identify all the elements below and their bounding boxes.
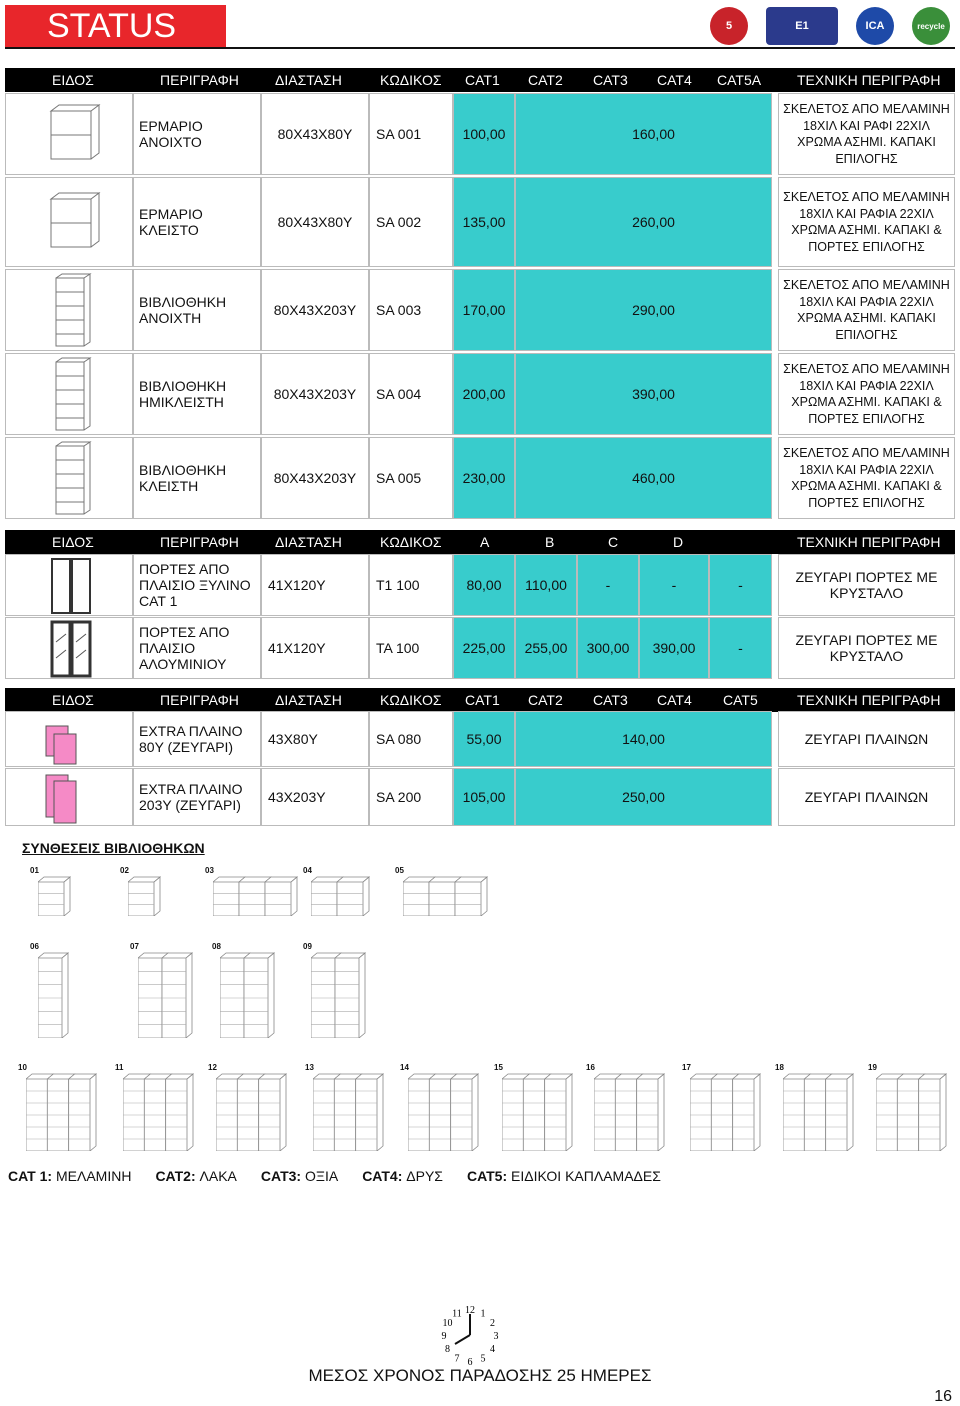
price-cat2-5: 140,00 <box>515 711 772 767</box>
tech-line: ΠΟΡΤΕΣ ΕΠΙΛΟΓΗΣ <box>808 411 925 426</box>
composition-number: 14 <box>400 1063 409 1072</box>
product-description <box>133 177 261 267</box>
composition-number: 04 <box>303 866 312 875</box>
description-line: 203Υ (ΖΕΥΓΑΡΙ) <box>139 797 241 813</box>
composition-drawing <box>594 1073 666 1156</box>
col-description: ΠΕΡΙΓΡΑΦΗ <box>160 72 239 88</box>
col-cat3: CAT3 <box>593 72 628 88</box>
tech-line: ΧΡΩΜΑ ΑΣΗΜΙ. ΚΑΠΑΚΙ & <box>791 395 942 409</box>
tech-line: ΖΕΥΓΑΡΙ ΠΟΡΤΕΣ ΜΕ <box>795 632 938 648</box>
product-image <box>5 177 133 267</box>
table-header-panels <box>5 688 955 712</box>
tech-line: ΧΡΩΜΑ ΑΣΗΜΙ. ΚΑΠΑΚΙ <box>797 311 936 325</box>
legend-item: CAT 1: ΜΕΛΑΜΙΝΗ <box>8 1168 132 1184</box>
col-code: ΚΩΔΙΚΟΣ <box>380 534 442 550</box>
description-line: ΕΡΜΑΡΙΟ <box>139 206 203 222</box>
e1-logo: E1 <box>766 7 838 45</box>
price-cat2-5: 290,00 <box>515 269 772 351</box>
door-image <box>5 554 133 616</box>
description-line: ΗΜΙΚΛΕΙΣΤΗ <box>139 394 224 410</box>
description-line: ΒΙΒΛΙΟΘΗΚΗ <box>139 294 227 310</box>
legend-item: CAT4: ΔΡΥΣ <box>362 1168 443 1184</box>
description-line: 80Υ (ΖΕΥΓΑΡΙ) <box>139 739 234 755</box>
dimension-cell: 80Χ43Χ203Υ <box>261 269 369 351</box>
col-cat5: CAT5 <box>723 692 758 708</box>
product-image <box>5 269 133 351</box>
code-cell: SA 200 <box>369 768 453 826</box>
price-cat2-5: 390,00 <box>515 353 772 435</box>
code-cell: SA 003 <box>369 269 453 351</box>
composition-drawing <box>408 1073 480 1156</box>
col-code: ΚΩΔΙΚΟΣ <box>380 72 442 88</box>
composition-drawing <box>26 1073 98 1156</box>
composition-drawing <box>138 952 194 1043</box>
composition-drawing <box>311 876 371 921</box>
dimension-cell: 80Χ43Χ80Υ <box>261 177 369 267</box>
category-legend <box>8 1168 661 1184</box>
price-cat2-5: 160,00 <box>515 93 772 175</box>
legend-item: CAT3: ΟΞΙΑ <box>260 1168 339 1184</box>
clock-number: 4 <box>490 1344 496 1355</box>
door-description <box>133 617 261 679</box>
composition-number: 15 <box>494 1063 503 1072</box>
clock-number: 9 <box>441 1331 447 1342</box>
tech-line: ΚΡΥΣΤΑΛΟ <box>829 648 904 664</box>
tech-line: ΚΡΥΣΤΑΛΟ <box>829 585 904 601</box>
col-tech: ΤΕΧΝΙΚΗ ΠΕΡΙΓΡΑΦΗ <box>797 72 941 88</box>
col-tech: ΤΕΧΝΙΚΗ ΠΕΡΙΓΡΑΦΗ <box>797 534 941 550</box>
composition-drawing <box>123 1073 195 1156</box>
price-a: 225,00 <box>453 617 515 679</box>
tech-line: ΣΚΕΛΕΤΟΣ ΑΠΟ ΜΕΛΑΜΙΝΗ <box>783 362 950 376</box>
col-a: A <box>480 534 490 550</box>
clock-number: 12 <box>465 1305 475 1316</box>
composition-number: 16 <box>586 1063 595 1072</box>
col-cat1: CAT1 <box>465 72 500 88</box>
product-description <box>133 269 261 351</box>
col-type: ΕΙΔΟΣ <box>52 72 94 88</box>
col-cat4: CAT4 <box>657 72 692 88</box>
technical-description <box>778 353 955 435</box>
clock-number: 1 <box>480 1308 486 1320</box>
dimension-cell: 43Χ80Υ <box>261 711 369 767</box>
price-a: 80,00 <box>453 554 515 616</box>
composition-number: 03 <box>205 866 214 875</box>
col-c: C <box>608 534 619 550</box>
description-line: ΚΛΕΙΣΤΗ <box>139 478 199 494</box>
tech-line: 18ΧΙΛ ΚΑΙ ΡΑΦΙ 22ΧΙΛ <box>803 118 930 133</box>
recycle-icon: recycle <box>912 7 950 45</box>
col-dimension: ΔΙΑΣΤΑΣΗ <box>275 692 342 708</box>
col-code: ΚΩΔΙΚΟΣ <box>380 692 442 708</box>
col-b: B <box>545 534 555 550</box>
description-line: ΑΛΟΥΜΙΝΙΟΥ <box>139 656 227 672</box>
price-c: 300,00 <box>577 617 639 679</box>
composition-drawing <box>783 1073 855 1156</box>
guarantee-5-logo: 5 <box>710 7 748 45</box>
tech-line: ΕΠΙΛΟΓΗΣ <box>835 327 898 342</box>
composition-number: 19 <box>868 1063 877 1072</box>
tech-line: ΣΚΕΛΕΤΟΣ ΑΠΟ ΜΕΛΑΜΙΝΗ <box>783 190 950 204</box>
technical-description <box>778 617 955 679</box>
tech-line: ΧΡΩΜΑ ΑΣΗΜΙ. ΚΑΠΑΚΙ & <box>791 479 942 493</box>
composition-number: 11 <box>115 1063 124 1072</box>
delivery-time: ΜΕΣΟΣ ΧΡΟΝΟΣ ΠΑΡΑΔΟΣΗΣ 25 ΗΜΕΡΕΣ <box>308 1366 652 1385</box>
composition-drawing <box>38 876 72 921</box>
price-cat2-5: 460,00 <box>515 437 772 519</box>
col-cat2: CAT2 <box>528 72 563 88</box>
compositions-title: ΣΥΝΘΕΣΕΙΣ ΒΙΒΛΙΟΘΗΚΩΝ <box>22 840 205 856</box>
description-line: ΒΙΒΛΙΟΘΗΚΗ <box>139 378 227 394</box>
composition-number: 05 <box>395 866 404 875</box>
composition-drawing <box>311 952 367 1043</box>
price-e: - <box>709 554 772 616</box>
composition-number: 08 <box>212 942 221 951</box>
technical-description <box>778 93 955 175</box>
status-banner: STATUS <box>5 5 226 47</box>
description-line: CAT 1 <box>139 593 178 609</box>
price-cat1: 200,00 <box>453 353 515 435</box>
description-line: ΠΛΑΙΣΙΟ ΞΥΛΙΝΟ <box>139 577 251 593</box>
price-b: 110,00 <box>515 554 577 616</box>
description-line: ΚΛΕΙΣΤΟ <box>139 222 199 238</box>
dimension-cell: 43Χ203Υ <box>261 768 369 826</box>
product-image <box>5 353 133 435</box>
price-cat1: 170,00 <box>453 269 515 351</box>
composition-drawing <box>690 1073 762 1156</box>
code-cell: T1 100 <box>369 554 453 616</box>
composition-drawing <box>313 1073 385 1156</box>
col-cat5a: CAT5A <box>717 72 762 88</box>
tech-line: ΣΚΕΛΕΤΟΣ ΑΠΟ ΜΕΛΑΜΙΝΗ <box>783 102 950 116</box>
panel-description <box>133 768 261 826</box>
composition-drawing <box>213 876 299 921</box>
description-line: EXTRA ΠΛΑΙΝΟ <box>139 723 243 739</box>
technical-description: ΖΕΥΓΑΡΙ ΠΛΑΙΝΩΝ <box>778 768 955 826</box>
price-b: 255,00 <box>515 617 577 679</box>
tech-line: ΧΡΩΜΑ ΑΣΗΜΙ. ΚΑΠΑΚΙ & <box>791 223 942 237</box>
code-cell: SA 001 <box>369 93 453 175</box>
product-image <box>5 93 133 175</box>
col-dimension: ΔΙΑΣΤΑΣΗ <box>275 534 342 550</box>
door-description <box>133 554 261 616</box>
clock-number: 10 <box>442 1318 453 1329</box>
col-cat3: CAT3 <box>593 692 628 708</box>
composition-number: 07 <box>130 942 139 951</box>
col-type: ΕΙΔΟΣ <box>52 692 94 708</box>
panel-description <box>133 711 261 767</box>
code-cell: SA 080 <box>369 711 453 767</box>
price-dd: - <box>639 554 709 616</box>
price-cat2-5: 250,00 <box>515 768 772 826</box>
composition-number: 18 <box>775 1063 784 1072</box>
panel-image <box>5 711 133 767</box>
tech-line: 18ΧΙΛ ΚΑΙ ΡΑΦΙΑ 22ΧΙΛ <box>799 294 934 309</box>
composition-number: 01 <box>30 866 39 875</box>
price-e: - <box>709 617 772 679</box>
tech-line: 18ΧΙΛ ΚΑΙ ΡΑΦΙΑ 22ΧΙΛ <box>799 462 934 477</box>
composition-drawing <box>128 876 162 921</box>
product-image <box>5 437 133 519</box>
clock-number: 8 <box>444 1344 450 1355</box>
price-cat1: 100,00 <box>453 93 515 175</box>
legend-item: CAT5: ΕΙΔΙΚΟΙ ΚΑΠΛΑΜΑΔΕΣ <box>466 1168 661 1184</box>
col-type: ΕΙΔΟΣ <box>52 534 94 550</box>
code-cell: SA 005 <box>369 437 453 519</box>
description-line: ΑΝΟΙΧΤΟ <box>139 134 202 150</box>
col-cat1: CAT1 <box>465 692 500 708</box>
door-image <box>5 617 133 679</box>
price-cat1: 55,00 <box>453 711 515 767</box>
composition-drawing <box>876 1073 948 1156</box>
tech-line: ΖΕΥΓΑΡΙ ΠΟΡΤΕΣ ΜΕ <box>795 569 938 585</box>
composition-number: 13 <box>305 1063 314 1072</box>
tech-line: ΣΚΕΛΕΤΟΣ ΑΠΟ ΜΕΛΑΜΙΝΗ <box>783 278 950 292</box>
composition-drawing <box>502 1073 574 1156</box>
certification-logos <box>710 4 950 48</box>
composition-drawing <box>38 952 70 1043</box>
col-dimension: ΔΙΑΣΤΑΣΗ <box>275 72 342 88</box>
col-cat2: CAT2 <box>528 692 563 708</box>
col-cat4: CAT4 <box>657 692 692 708</box>
clock-number: 5 <box>480 1353 486 1365</box>
ica-logo: ICA <box>856 7 894 45</box>
composition-number: 12 <box>208 1063 217 1072</box>
composition-number: 10 <box>18 1063 27 1072</box>
legend-item: CAT2: ΛΑΚΑ <box>155 1168 237 1184</box>
dimension-cell: 80Χ43Χ203Υ <box>261 353 369 435</box>
dimension-cell: 80Χ43Χ80Υ <box>261 93 369 175</box>
composition-drawing <box>403 876 489 921</box>
tech-line: ΠΟΡΤΕΣ ΕΠΙΛΟΓΗΣ <box>808 495 925 510</box>
tech-line: 18ΧΙΛ ΚΑΙ ΡΑΦΙΑ 22ΧΙΛ <box>799 378 934 393</box>
description-line: ΠΟΡΤΕΣ ΑΠΟ <box>139 561 230 577</box>
tech-line: ΠΟΡΤΕΣ ΕΠΙΛΟΓΗΣ <box>808 239 925 254</box>
description-line: ΒΙΒΛΙΟΘΗΚΗ <box>139 462 227 478</box>
panel-image <box>5 768 133 826</box>
composition-number: 09 <box>303 942 312 951</box>
description-line: ΑΝΟΙΧΤΗ <box>139 310 202 326</box>
dimension-cell: 41Χ120Υ <box>261 617 369 679</box>
clock-number: 7 <box>454 1353 460 1365</box>
tech-line: ΕΠΙΛΟΓΗΣ <box>835 151 898 166</box>
composition-number: 02 <box>120 866 129 875</box>
technical-description <box>778 269 955 351</box>
clock-number: 6 <box>467 1357 473 1368</box>
clock-number: 11 <box>452 1308 462 1320</box>
composition-number: 17 <box>682 1063 691 1072</box>
composition-drawing <box>220 952 276 1043</box>
technical-description: ΖΕΥΓΑΡΙ ΠΛΑΙΝΩΝ <box>778 711 955 767</box>
composition-drawing <box>216 1073 288 1156</box>
price-dd: 390,00 <box>639 617 709 679</box>
dimension-cell: 41Χ120Υ <box>261 554 369 616</box>
table-header-products <box>5 68 955 92</box>
product-description <box>133 353 261 435</box>
price-cat1: 105,00 <box>453 768 515 826</box>
table-header-doors <box>5 530 955 554</box>
price-cat1: 135,00 <box>453 177 515 267</box>
description-line: EXTRA ΠΛΑΙΝΟ <box>139 781 243 797</box>
description-line: ΠΛΑΙΣΙΟ <box>139 640 196 656</box>
dimension-cell: 80Χ43Χ203Υ <box>261 437 369 519</box>
clock-number: 2 <box>490 1318 496 1329</box>
tech-line: ΧΡΩΜΑ ΑΣΗΜΙ. ΚΑΠΑΚΙ <box>797 135 936 149</box>
col-d: D <box>673 534 684 550</box>
col-description: ΠΕΡΙΓΡΑΦΗ <box>160 534 239 550</box>
price-c: - <box>577 554 639 616</box>
description-line: ΕΡΜΑΡΙΟ <box>139 118 203 134</box>
technical-description <box>778 554 955 616</box>
page-number: 16 <box>934 1388 952 1405</box>
tech-line: 18ΧΙΛ ΚΑΙ ΡΑΦΙΑ 22ΧΙΛ <box>799 206 934 221</box>
composition-number: 06 <box>30 942 39 951</box>
col-tech: ΤΕΧΝΙΚΗ ΠΕΡΙΓΡΑΦΗ <box>797 692 941 708</box>
technical-description <box>778 177 955 267</box>
description-line: ΠΟΡΤΕΣ ΑΠΟ <box>139 624 230 640</box>
technical-description <box>778 437 955 519</box>
col-description: ΠΕΡΙΓΡΑΦΗ <box>160 692 239 708</box>
product-description <box>133 93 261 175</box>
code-cell: SA 004 <box>369 353 453 435</box>
product-description <box>133 437 261 519</box>
price-cat1: 230,00 <box>453 437 515 519</box>
clock-icon <box>435 1300 505 1370</box>
price-cat2-5: 260,00 <box>515 177 772 267</box>
clock-number: 3 <box>493 1331 499 1342</box>
tech-line: ΣΚΕΛΕΤΟΣ ΑΠΟ ΜΕΛΑΜΙΝΗ <box>783 446 950 460</box>
code-cell: TA 100 <box>369 617 453 679</box>
code-cell: SA 002 <box>369 177 453 267</box>
